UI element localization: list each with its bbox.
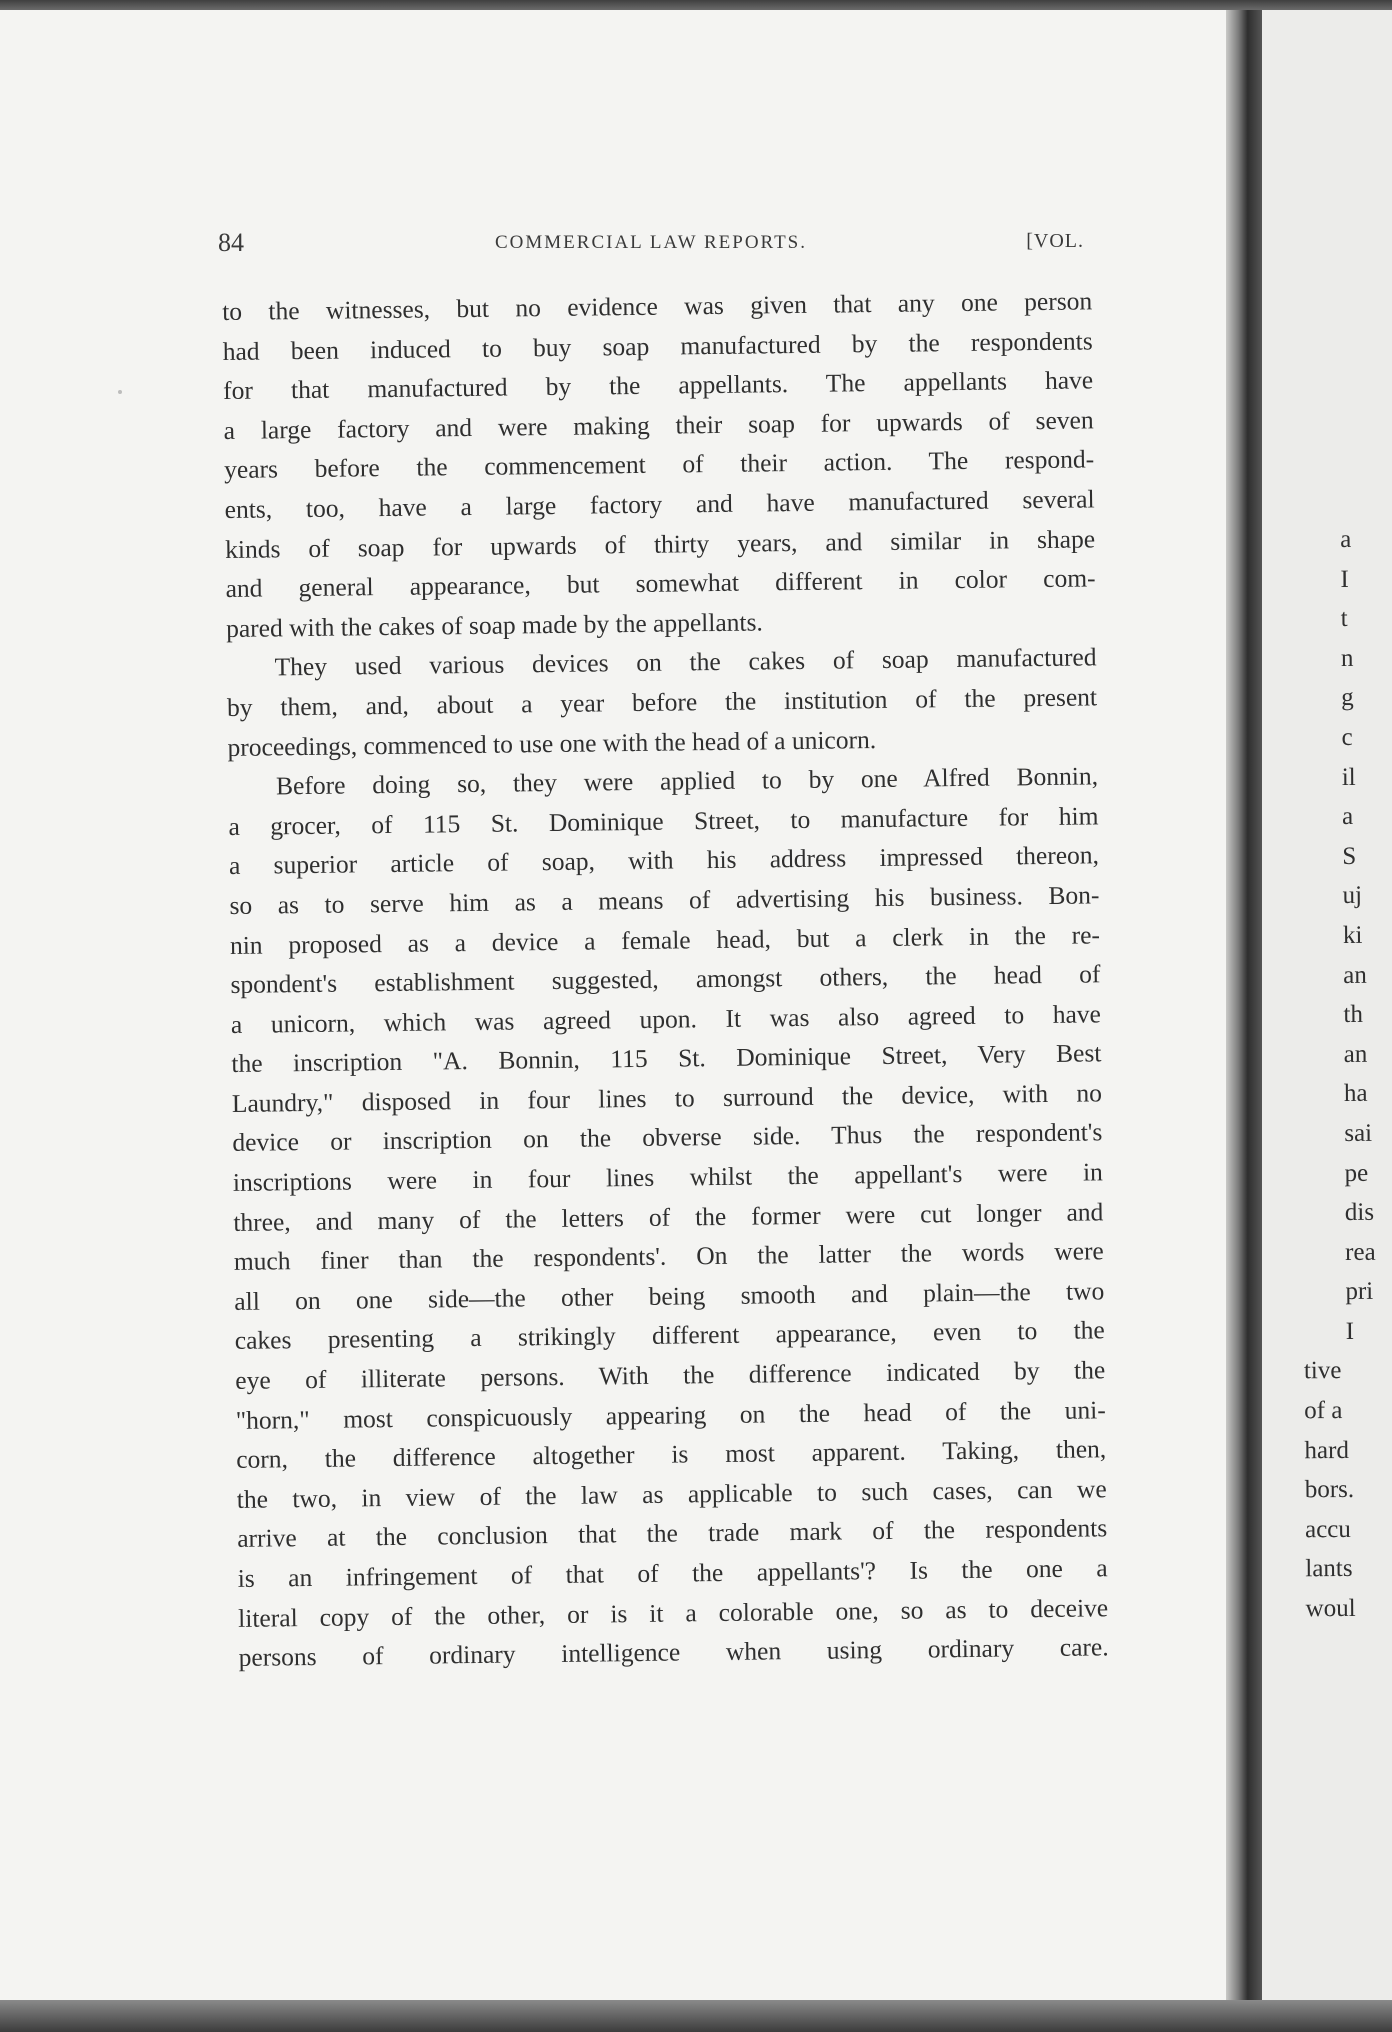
facing-fragment: I [1340, 565, 1349, 593]
facing-fragment: accu [1304, 1515, 1351, 1544]
text-line: corn, the difference altogether is most apparent. Taking, then, [236, 1434, 1107, 1475]
facing-fragment: g [1341, 684, 1354, 712]
text-line: eye of illiterate persons. With the difference indicated by the [235, 1355, 1106, 1395]
facing-fragment: th [1343, 1000, 1363, 1029]
paper-speck [118, 390, 122, 394]
text-line: a superior article of soap, with his address impressed thereon, [228, 840, 1100, 881]
facing-page-fragments [1303, 520, 1392, 1629]
text-line: a unicorn, which was agreed upon. It was also agreed to have [230, 999, 1102, 1039]
scan-bottom-edge [0, 2000, 1392, 2032]
facing-fragment: a [1340, 525, 1352, 553]
text-line: device or inscription on the obverse side. Thus the respondent's [232, 1117, 1103, 1158]
running-head [218, 228, 1084, 268]
text-line: years before the commencement of their action. The respond- [223, 444, 1095, 485]
facing-fragment: bors. [1304, 1476, 1355, 1504]
text-line: proceedings, commenced to use one with the head of a unicorn. [227, 724, 877, 762]
text-line: much finer than the respondents'. On the latter the words were [233, 1236, 1104, 1277]
text-line: the two, in view of the law as applicable to such cases, can we [236, 1474, 1107, 1514]
text-line: for that manufactured by the appellants. The appellants have [223, 365, 1094, 406]
text-line: cakes presenting a strikingly different appearance, even to the [234, 1315, 1105, 1356]
facing-fragment: sai [1344, 1119, 1373, 1147]
text-line: the inscription "A. Bonnin, 115 St. Dominique Street, Very Best [231, 1038, 1102, 1079]
facing-fragment: woul [1305, 1594, 1356, 1623]
text-line: "horn," most conspicuously appearing on the head of the uni- [235, 1394, 1106, 1435]
body-text [222, 281, 1109, 1677]
text-line: arrive at the conclusion that the trade mark of the respondents [237, 1513, 1108, 1554]
facing-fragment: t [1340, 605, 1348, 633]
text-line: by them, and, about a year before the institution of the present [226, 682, 1098, 722]
text-line: literal copy of the other, or is it a colorable one, so as to deceive [238, 1592, 1109, 1633]
volume-marker: [VOL. [1026, 230, 1084, 252]
text-line: had been induced to buy soap manufactured by the respondents [222, 325, 1093, 366]
text-line: ents, too, have a large factory and have manufactured several [224, 484, 1095, 524]
text-line: Laundry," disposed in four lines to surround the device, with no [231, 1078, 1103, 1118]
text-line: persons of ordinary intelligence when using ordinary care. [238, 1632, 1109, 1673]
text-line: spondent's establishment suggested, amongst others, the head of [230, 959, 1101, 1000]
facing-fragment: of a [1304, 1397, 1343, 1425]
facing-fragment: pri [1345, 1278, 1374, 1306]
text-line: all on one side—the other being smooth and plain—the two [234, 1276, 1105, 1316]
text-line: to the witnesses, but no evidence was given that any one person [222, 286, 1093, 326]
facing-fragment: a [1341, 803, 1354, 831]
text-line: a large factory and were making their soap for upwards of seven [223, 405, 1094, 445]
facing-fragment: rea [1345, 1238, 1376, 1266]
running-title: COMMERCIAL LAW REPORTS. [495, 232, 807, 253]
text-line: Before doing so, they were applied to by one Alfred Bonnin, [275, 761, 1099, 801]
text-line: so as to serve him as a means of advertising his business. Bon- [229, 880, 1100, 920]
facing-fragment: il [1341, 763, 1356, 791]
scan-top-edge [0, 0, 1392, 10]
facing-fragment: tive [1303, 1357, 1342, 1385]
facing-fragment: ha [1343, 1080, 1368, 1108]
text-line: inscriptions were in four lines whilst the appellant's were in [232, 1157, 1103, 1197]
facing-fragment: I [1345, 1317, 1355, 1345]
text-line: a grocer, of 115 St. Dominique Street, to manufacture for him [228, 801, 1099, 841]
text-line: They used various devices on the cakes of soap manufactured [274, 642, 1097, 682]
facing-fragment: S [1342, 842, 1357, 870]
text-line: and general appearance, but somewhat different in color com- [225, 563, 1096, 604]
facing-fragment: uj [1342, 882, 1363, 910]
facing-fragment: hard [1304, 1436, 1350, 1464]
facing-fragment: an [1343, 961, 1367, 989]
facing-fragment: dis [1344, 1198, 1375, 1227]
text-line: pared with the cakes of soap made by the appellants. [225, 607, 763, 643]
facing-fragment: an [1343, 1040, 1368, 1068]
facing-fragment: ki [1342, 921, 1363, 949]
text-line: nin proposed as a device a female head, but a clerk in the re- [229, 919, 1101, 960]
facing-fragment: c [1341, 723, 1353, 751]
facing-fragment: lants [1305, 1555, 1353, 1583]
page-number: 84 [218, 228, 244, 257]
text-line: kinds of soap for upwards of thirty years, and similar in shape [224, 523, 1096, 564]
text-line: is an infringement of that of the appellants'? Is the one a [237, 1553, 1108, 1593]
facing-fragment: n [1340, 644, 1354, 672]
text-line: three, and many of the letters of the former were cut longer and [233, 1196, 1104, 1237]
facing-fragment: pe [1344, 1159, 1369, 1187]
book-gutter [1226, 0, 1262, 2032]
